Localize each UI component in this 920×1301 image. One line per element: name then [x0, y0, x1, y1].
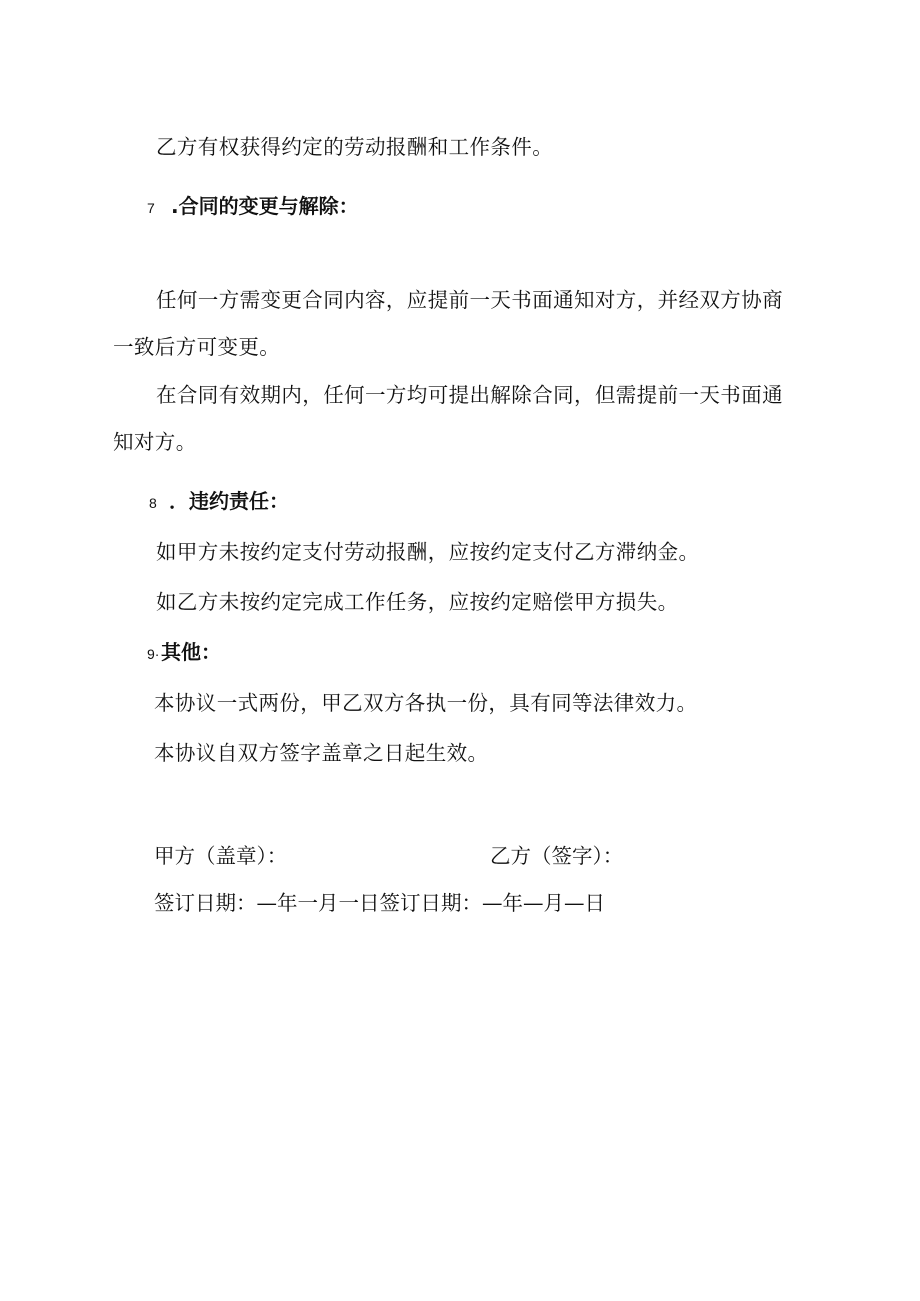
paragraph-other-effective: 本协议自双方签字盖章之日起生效。	[154, 741, 489, 765]
paragraph-breach-party-b: 如乙方未按约定完成工作任务，应按约定赔偿甲方损失。	[156, 590, 679, 614]
paragraph-termination-line-1: 在合同有效期内，任何一方均可提出解除合同，但需提前一天书面通	[156, 383, 783, 407]
section-9-number: 9·	[147, 646, 160, 662]
paragraph-change-line-2: 一致后方可变更。	[113, 335, 281, 359]
paragraph-termination-line-2: 知对方。	[113, 430, 197, 454]
section-8-title: ．违约责任：	[169, 489, 289, 513]
signing-date-line: 签订日期：—年一月一日签订日期：—年—月—日	[154, 891, 605, 915]
section-9-title: 其他：	[161, 640, 221, 664]
paragraph-other-copies: 本协议一式两份，甲乙双方各执一份，具有同等法律效力。	[154, 691, 698, 715]
section-7-heading	[147, 192, 359, 222]
paragraph-breach-party-a: 如甲方未按约定支付劳动报酬，应按约定支付乙方滞纳金。	[156, 540, 700, 564]
party-a-seal-label: 甲方（盖章）：	[154, 844, 288, 868]
section-8-heading	[149, 487, 289, 517]
section-9-heading	[147, 638, 221, 668]
section-8-number: 8	[149, 495, 157, 511]
section-7-number: 7	[147, 200, 155, 216]
paragraph-change-line-1: 任何一方需变更合同内容，应提前一天书面通知对方，并经双方协商	[156, 288, 783, 312]
section-7-title: .合同的变更与解除：	[171, 194, 359, 218]
party-b-signature-label: 乙方（签字）：	[490, 844, 624, 868]
paragraph-party-b-rights: 乙方有权获得约定的劳动报酬和工作条件。	[156, 135, 554, 159]
